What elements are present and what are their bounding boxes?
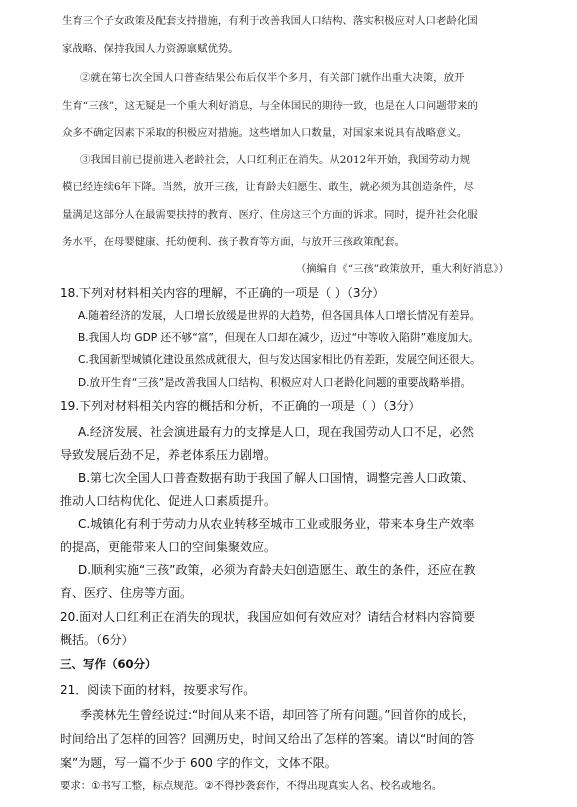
passage-source: （摘编自《“三孩”政策放开，重大利好消息》）: [295, 263, 509, 275]
question-19-line: C.城镇化有利于劳动力从农业转移至城市工业或服务业，带来本身生产效率: [78, 517, 475, 531]
question-21-line: 季羡林先生曾经说过:“时间从来不语，却回答了所有问题。”回首你的成长，: [80, 708, 475, 722]
section-heading: 三、写作（60分）: [60, 657, 157, 671]
question-19-line: B.第七次全国人口普查数据有助于我国了解人口国情，调整完善人口政策、: [78, 471, 475, 485]
question-19-line: D.顺利实施“三孩”政策，必须为育龄夫妇创造愿生、敢生的条件，还应在教: [78, 563, 476, 577]
passage-line: 生育三个子女政策及配套支持措施，有利于改善我国人口结构、落实积极应对人口老龄化国: [62, 15, 478, 27]
question-18-option-a: A.随着经济的发展，人口增长放缓是世界的大趋势，但各国具体人口增长情况有差异。: [78, 310, 481, 322]
passage-line: 家战略、保持我国人力资源禀赋优势。: [62, 43, 239, 55]
passage-line: 众多不确定因素下采取的积极应对措施。这些增加人口数量，对国家来说具有战略意义。: [62, 127, 468, 139]
question-19-line: 推动人口结构优化、促进人口素质提升。: [60, 494, 277, 508]
question-19-line: 育、医疗、住房等方面。: [60, 586, 193, 600]
passage-line: 量满足这部分人在最需要扶持的教育、医疗、住房这三个方面的诉求。同时，提升社会化服: [62, 209, 478, 221]
question-18-option-d: D.放开生育“三孩”是改善我国人口结构、积极应对人口老龄化问题的重要战略举措。: [78, 377, 472, 389]
question-19-stem: 19.下列对材料相关内容的概括和分析，不正确的一项是（ ）（3分）: [60, 399, 421, 413]
question-19-line: 的提高，更能带来人口的空间集聚效应。: [60, 540, 277, 554]
passage-line: ③我国目前已提前进入老龄社会，人口红利正在消失。从2012年开始，我国劳动力规: [80, 154, 471, 166]
question-18-option-c: C.我国新型城镇化建设虽然成就很大，但与发达国家相比仍有差距，发展空间还很大。: [78, 354, 481, 366]
question-21-requirement: 要求：①书写工整，标点规范。②不得抄袭套作，不得出现真实人名、校名或地名。: [60, 780, 443, 792]
question-18-option-b: B.我国人均 GDP 还不够“富”，但现在人口却在减少，迈过“中等收入陷阱”难度加大。: [78, 332, 480, 344]
passage-line: 模已经连续6年下降。当然，放开三孩，让育龄夫妇愿生、敢生，就必须为其创造条件，尽: [62, 181, 474, 193]
question-21-line: 时间给出了怎样的回答？回溯历史，时间又给出了怎样的答案。请以“时间的答: [60, 732, 475, 746]
question-20-line: 概括。（6分）: [60, 633, 134, 647]
question-18-stem: 18.下列对材料相关内容的理解，不正确的一项是（ ）（3分）: [60, 286, 385, 300]
passage-line: 务水平，在母婴健康、托幼便利、孩子教育等方面，与放开三孩政策配套。: [62, 236, 405, 248]
passage-line: ②就在第七次全国人口普查结果公布后仅半个多月，有关部门就作出重大决策，放开: [80, 72, 465, 84]
question-21-stem: 21．阅读下面的材料，按要求写作。: [60, 683, 256, 697]
question-20-line: 20.面对人口红利正在消失的现状，我国应如何有效应对？请结合材料内容简要: [60, 610, 476, 624]
passage-line: 生育“三孩”，这无疑是一个重大利好消息，与全体国民的期待一致，也是在人口问题带来的: [62, 100, 478, 112]
question-19-line: 导致发展后劲不足，养老体系压力剧增。: [60, 448, 277, 462]
question-19-line: A.经济发展、社会演进最有力的支撑是人口，现在我国劳动人口不足，必然: [78, 425, 474, 439]
question-21-line: 案”为题，写一篇不少于 600 字的作文，文体不限。: [60, 756, 337, 770]
